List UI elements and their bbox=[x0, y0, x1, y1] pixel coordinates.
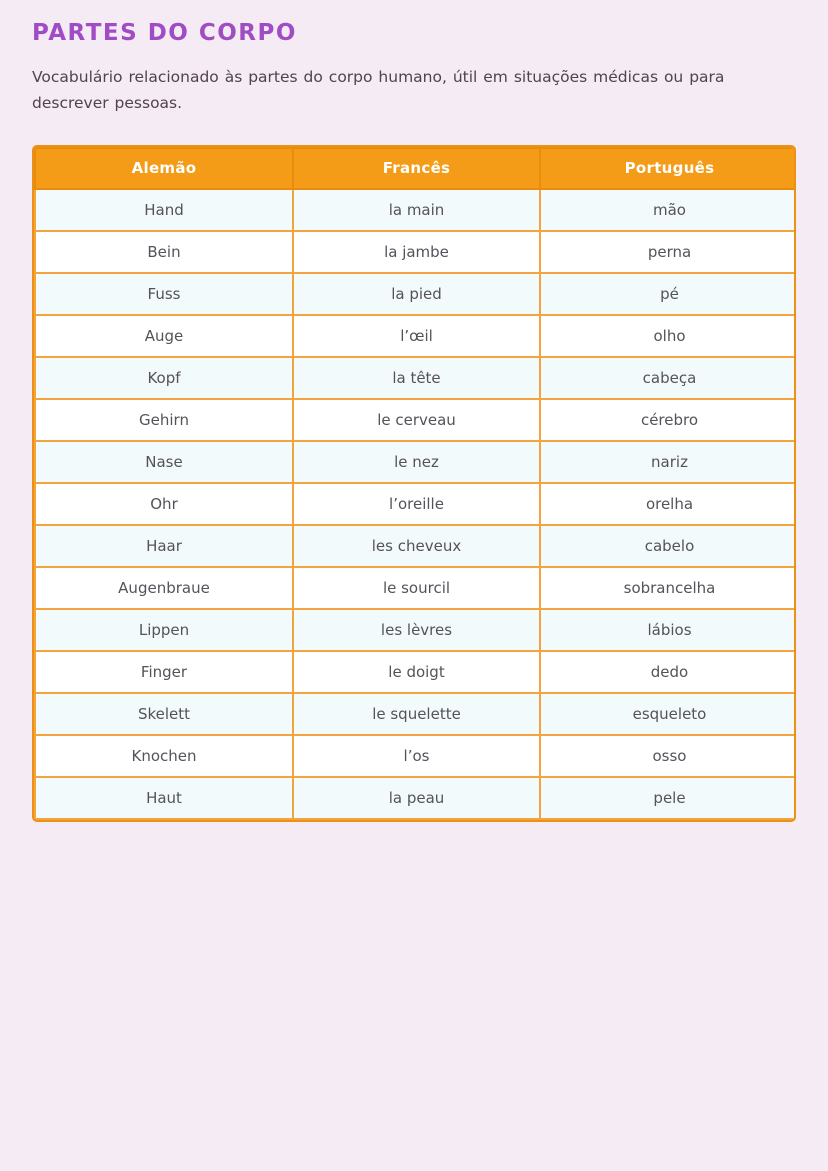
cell-frances: la main bbox=[293, 189, 540, 231]
cell-portugues: pele bbox=[540, 777, 796, 819]
cell-alemao: Nase bbox=[35, 441, 293, 483]
page-description: Vocabulário relacionado às partes do corpo humano, útil em situações médicas ou para descrever pessoas. bbox=[32, 68, 725, 113]
table-row bbox=[35, 735, 796, 777]
cell-portugues: olho bbox=[540, 315, 796, 357]
cell-alemao: Lippen bbox=[35, 609, 293, 651]
cell-alemao: Auge bbox=[35, 315, 293, 357]
cell-alemao: Bein bbox=[35, 231, 293, 273]
table-row bbox=[35, 777, 796, 819]
cell-frances: la tête bbox=[293, 357, 540, 399]
cell-alemao: Finger bbox=[35, 651, 293, 693]
table-row bbox=[35, 483, 796, 525]
cell-portugues: esqueleto bbox=[540, 693, 796, 735]
cell-alemao: Knochen bbox=[35, 735, 293, 777]
cell-frances: le sourcil bbox=[293, 567, 540, 609]
cell-alemao: Gehirn bbox=[35, 399, 293, 441]
cell-portugues: pé bbox=[540, 273, 796, 315]
cell-portugues: perna bbox=[540, 231, 796, 273]
cell-frances: le nez bbox=[293, 441, 540, 483]
table-row bbox=[35, 567, 796, 609]
table-row bbox=[35, 441, 796, 483]
cell-frances: l’os bbox=[293, 735, 540, 777]
cell-frances: la peau bbox=[293, 777, 540, 819]
cell-frances: l’oreille bbox=[293, 483, 540, 525]
cell-alemao: Augenbraue bbox=[35, 567, 293, 609]
cell-frances: le squelette bbox=[293, 693, 540, 735]
table-row bbox=[35, 609, 796, 651]
cell-frances: les cheveux bbox=[293, 525, 540, 567]
vocabulary-table bbox=[34, 147, 796, 820]
cell-portugues: sobrancelha bbox=[540, 567, 796, 609]
cell-portugues: cérebro bbox=[540, 399, 796, 441]
cell-alemao: Haut bbox=[35, 777, 293, 819]
cell-alemao: Kopf bbox=[35, 357, 293, 399]
header-frances: Francês bbox=[293, 148, 540, 189]
cell-alemao: Skelett bbox=[35, 693, 293, 735]
cell-alemao: Ohr bbox=[35, 483, 293, 525]
table-row bbox=[35, 357, 796, 399]
cell-alemao: Fuss bbox=[35, 273, 293, 315]
cell-portugues: mão bbox=[540, 189, 796, 231]
cell-portugues: nariz bbox=[540, 441, 796, 483]
table-row bbox=[35, 315, 796, 357]
cell-portugues: osso bbox=[540, 735, 796, 777]
cell-frances: la pied bbox=[293, 273, 540, 315]
table-row bbox=[35, 231, 796, 273]
cell-alemao: Hand bbox=[35, 189, 293, 231]
cell-frances: le doigt bbox=[293, 651, 540, 693]
table-row bbox=[35, 189, 796, 231]
cell-portugues: dedo bbox=[540, 651, 796, 693]
table-row bbox=[35, 273, 796, 315]
table-row bbox=[35, 525, 796, 567]
table-row bbox=[35, 651, 796, 693]
cell-frances: les lèvres bbox=[293, 609, 540, 651]
header-alemao: Alemão bbox=[35, 148, 293, 189]
vocabulary-table-container bbox=[32, 145, 796, 822]
table-row bbox=[35, 399, 796, 441]
cell-alemao: Haar bbox=[35, 525, 293, 567]
cell-frances: le cerveau bbox=[293, 399, 540, 441]
cell-portugues: lábios bbox=[540, 609, 796, 651]
header-portugues: Português bbox=[540, 148, 796, 189]
cell-portugues: cabeça bbox=[540, 357, 796, 399]
cell-frances: la jambe bbox=[293, 231, 540, 273]
cell-portugues: orelha bbox=[540, 483, 796, 525]
table-header-row bbox=[35, 148, 796, 189]
page-title: PARTES DO CORPO bbox=[32, 20, 297, 46]
cell-portugues: cabelo bbox=[540, 525, 796, 567]
table-row bbox=[35, 693, 796, 735]
cell-frances: l’œil bbox=[293, 315, 540, 357]
